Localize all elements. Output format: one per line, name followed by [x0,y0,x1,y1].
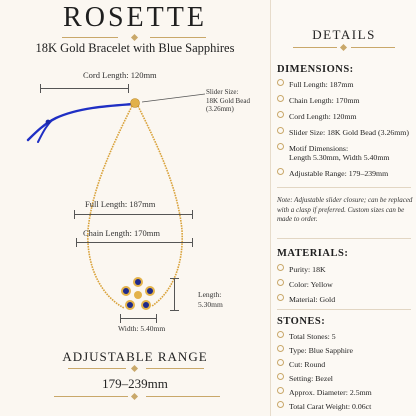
bullet-icon [277,331,284,338]
product-subtitle: 18K Gold Bracelet with Blue Sapphires [35,41,235,55]
bullet-icon [277,294,284,301]
ornament-diamond [131,365,138,372]
bullet-icon [277,143,284,150]
list-item: Slider Size: 18K Gold Bead (3.26mm) [277,127,409,137]
list-item: Chain Length: 170mm [277,95,360,105]
motif-length-dimension-line [174,278,175,310]
motif-width-label: Width: 5.40mm [118,324,166,333]
ornament-line-left [62,37,118,38]
details-heading: DETAILS [312,27,376,42]
dim-tick [170,278,179,279]
dim-tick [192,210,193,219]
full-length-label: Full Length: 187mm [85,199,156,209]
ornament-diamond [340,44,347,51]
bracelet-illustration [0,80,270,340]
list-item: Cord Length: 120mm [277,111,357,121]
ornament-line-left [54,396,128,397]
list-item: Motif Dimensions: [277,143,348,153]
list-item: Type: Blue Sapphire [277,345,353,355]
ornament-line-right [351,47,395,48]
sapphire-flower-motif [121,277,155,310]
chain-length-label: Chain Length: 170mm [83,228,160,238]
list-item: Full Length: 187mm [277,79,354,89]
list-item: Setting: Bezel [277,373,333,383]
motif-dimensions-value: Length 5.30mm, Width 5.40mm [289,153,390,162]
bullet-icon [277,264,284,271]
adjustable-range-value: 179–239mm [102,376,168,391]
bullet-icon [277,79,284,86]
bullet-icon [277,95,284,102]
dim-tick [192,238,193,247]
ornament-diamond [131,393,138,400]
full-length-dimension-line [74,214,192,215]
bullet-icon [277,345,284,352]
ornament-line-right [146,368,204,369]
dimensions-title: DIMENSIONS: [277,64,354,75]
motif-width-dimension-line [120,318,156,319]
bullet-icon [277,401,284,408]
divider [277,309,411,310]
ornament-line-left [293,47,337,48]
list-item: Adjustable Range: 179–239mm [277,168,388,178]
ornament-diamond [131,34,138,41]
list-item: Total Carat Weight: 0.06ct [277,401,371,411]
adjustable-range-title: ADJUSTABLE RANGE [62,349,208,364]
details-panel [270,0,416,416]
product-title: ROSETTE [63,2,207,33]
ornament-line-left [68,368,126,369]
list-item: Material: Gold [277,294,335,304]
dim-tick [74,210,75,219]
dim-tick [76,238,77,247]
list-item: Purity: 18K [277,264,326,274]
slider-size-label: Slider Size: 18K Gold Bead (3.26mm) [206,88,250,113]
materials-title: MATERIALS: [277,248,349,259]
bullet-icon [277,168,284,175]
bullet-icon [277,127,284,134]
bullet-icon [277,387,284,394]
divider [277,187,411,188]
motif-length-label: Length: 5.30mm [198,290,223,309]
slider-gold-bead [131,99,140,108]
list-item: Color: Yellow [277,279,333,289]
divider [277,238,411,239]
list-item: Approx. Diameter: 2.5mm [277,387,372,397]
ornament-line-right [146,396,220,397]
chain-length-dimension-line [76,242,192,243]
dim-tick [156,314,157,323]
list-item: Cut: Round [277,359,325,369]
bullet-icon [277,279,284,286]
dim-tick [170,310,179,311]
note-text: Note: Adjustable slider closure; can be replaced with a clasp if preferred. Custom sizes can be made to order. [277,196,413,223]
slider-pointer-line [142,94,205,102]
list-item: Total Stones: 5 [277,331,336,341]
cord-knot [46,120,51,125]
stones-title: STONES: [277,316,326,327]
bullet-icon [277,359,284,366]
bullet-icon [277,373,284,380]
dim-tick [120,314,121,323]
bullet-icon [277,111,284,118]
cord-length-label: Cord Length: 120mm [83,70,157,80]
ornament-line-right [150,37,206,38]
